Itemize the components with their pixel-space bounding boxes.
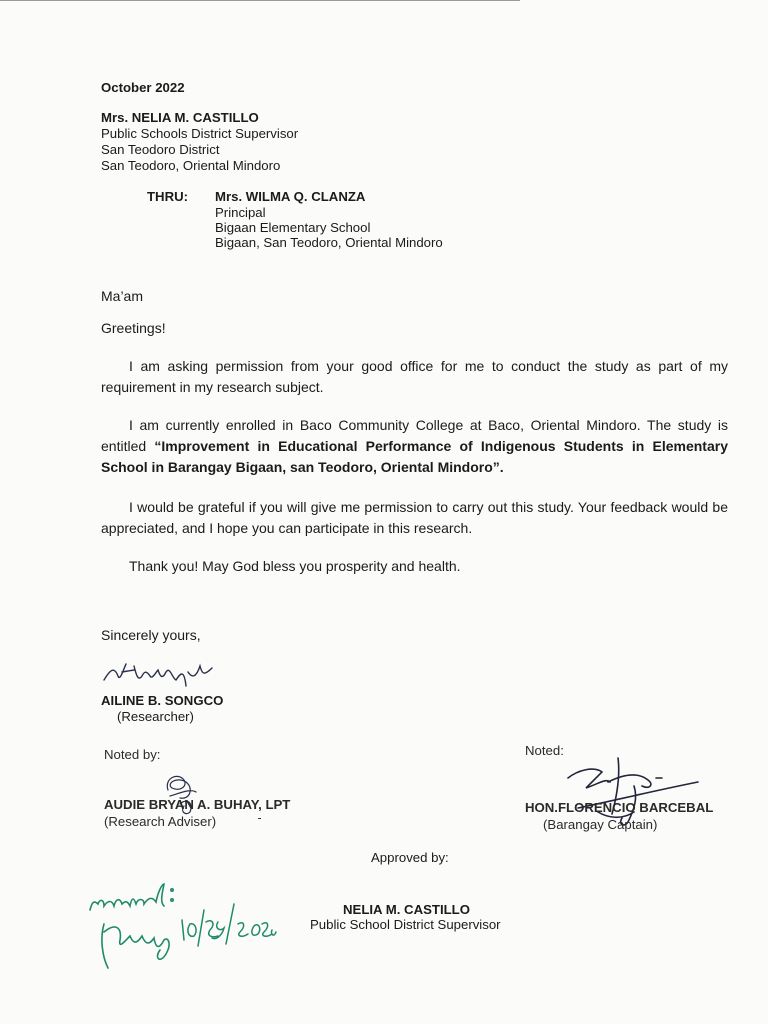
captain-name: HON.FLORENCIO BARCEBAL [525, 800, 714, 815]
greeting: Greetings! [101, 320, 166, 336]
recipient-district: San Teodoro District [101, 142, 220, 157]
scan-edge-line [0, 0, 520, 1]
body-paragraph-2 [101, 415, 728, 478]
approved-by-label: Approved by: [371, 850, 449, 865]
letter-date: October 2022 [101, 80, 185, 95]
closing: Sincerely yours, [101, 627, 201, 643]
noted-by-label: Noted by: [104, 747, 161, 762]
body-paragraph-4: Thank you! May God bless you prosperity and health. [129, 558, 461, 574]
thru-location: Bigaan, San Teodoro, Oriental Mindoro [215, 235, 443, 250]
captain-role: (Barangay Captain) [543, 817, 658, 832]
approver-name: NELIA M. CASTILLO [343, 902, 470, 917]
adviser-role: (Research Adviser) [104, 814, 217, 829]
researcher-role: (Researcher) [117, 709, 194, 724]
recipient-location: San Teodoro, Oriental Mindoro [101, 158, 281, 173]
approver-role: Public School District Supervisor [310, 917, 501, 932]
thru-name: Mrs. WILMA Q. CLANZA [215, 189, 366, 204]
thru-school: Bigaan Elementary School [215, 220, 371, 235]
noted-label: Noted: [525, 743, 564, 758]
body-paragraph-1: I am asking permission from your good office for me to conduct the study as part of my requirement in my research subject. [101, 358, 728, 395]
thru-label: THRU: [147, 189, 189, 204]
salutation: Ma’am [101, 288, 144, 304]
received-annotation [86, 880, 276, 980]
researcher-name: AILINE B. SONGCO [101, 693, 224, 708]
researcher-signature [100, 656, 230, 692]
study-title: “Improvement in Educational Performance of Indigenous Students in Elementary School in Barangay Bigaan, san Teodoro, Oriental Mindoro”. [101, 438, 728, 475]
stray-mark [258, 818, 261, 819]
body-paragraph-3: I would be grateful if you will give me permission to carry out this study. Your feedback would be appreciated, and I hope you can participate in this research. [101, 499, 728, 536]
thru-title: Principal [215, 205, 266, 220]
body-paragraph-2-text: I am currently enrolled in Baco Community College at Baco, Oriental Mindoro. The study is entitled [101, 417, 728, 454]
recipient-title: Public Schools District Supervisor [101, 126, 299, 141]
adviser-name: AUDIE BRYAN A. BUHAY, LPT [104, 797, 291, 812]
recipient-name: Mrs. NELIA M. CASTILLO [101, 110, 259, 125]
